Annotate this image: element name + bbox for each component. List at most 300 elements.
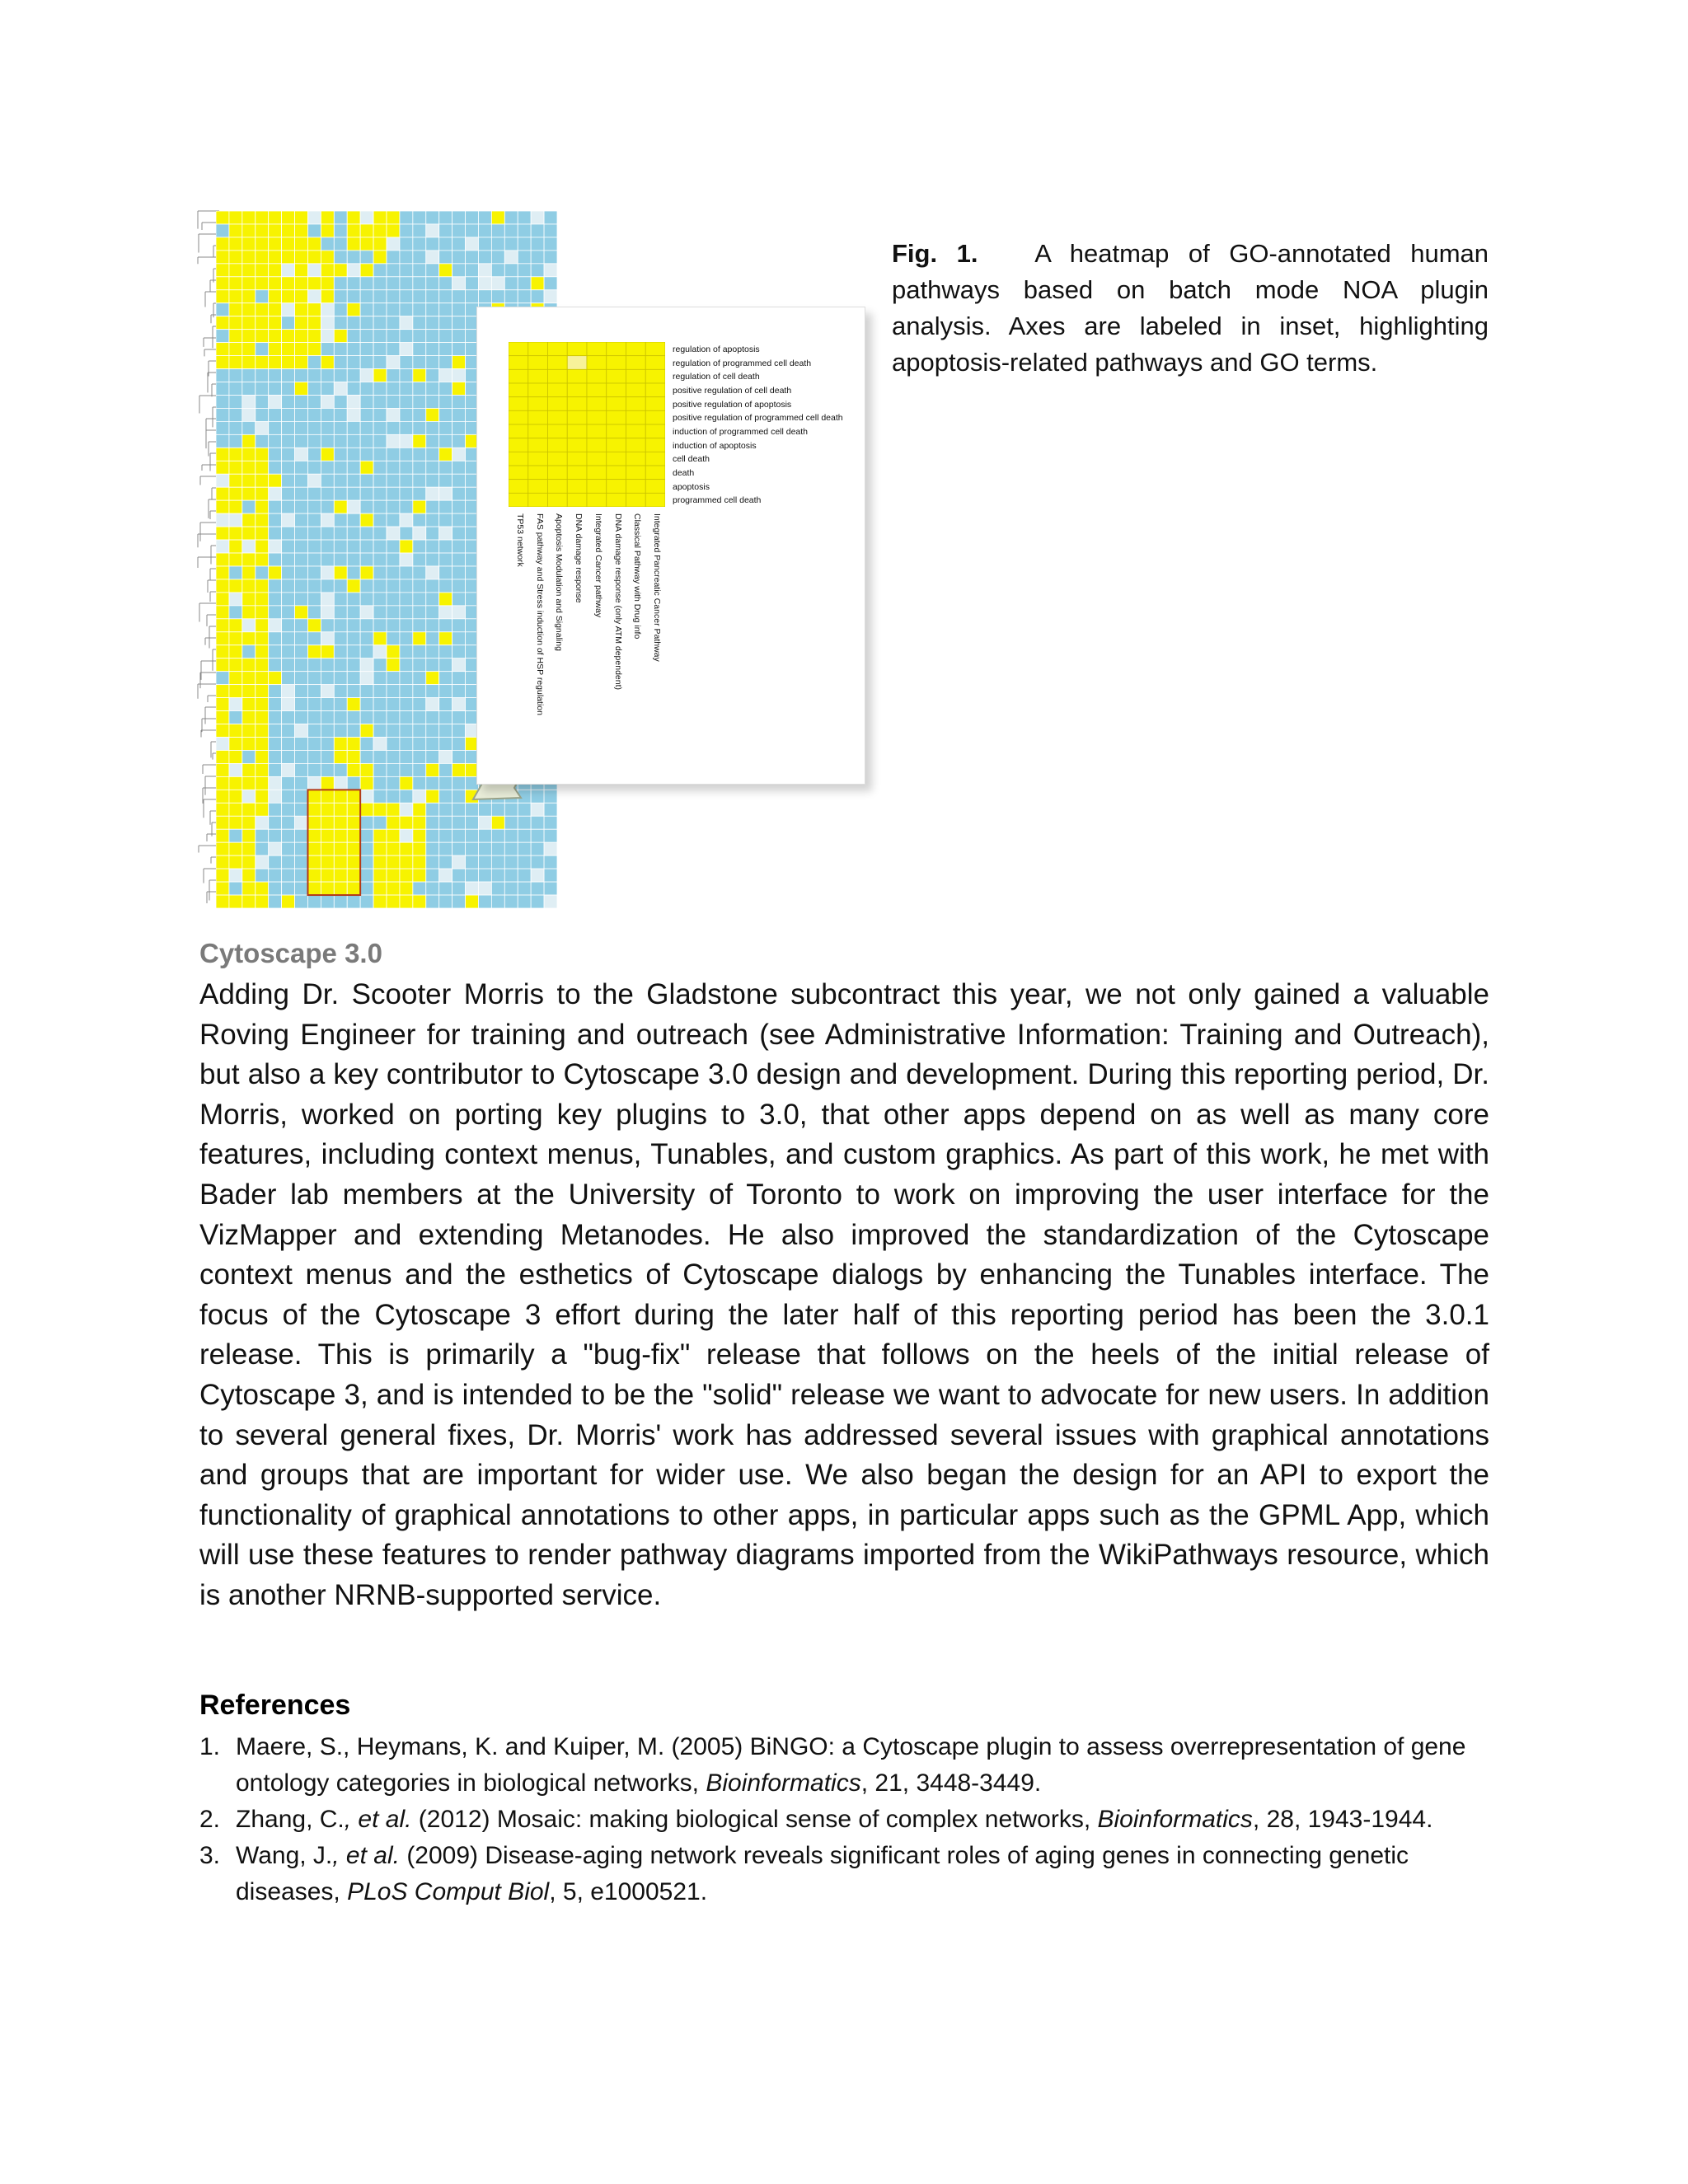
heatmap-cell (334, 316, 347, 330)
inset-cell (587, 466, 607, 480)
heatmap-cell (373, 513, 387, 527)
heatmap-cell (387, 763, 400, 776)
heatmap-cell (373, 803, 387, 816)
heatmap-cell (269, 224, 282, 237)
heatmap-cell (307, 579, 321, 593)
heatmap-cell (531, 264, 544, 277)
heatmap-cell (229, 421, 242, 434)
heatmap-cell (426, 513, 439, 527)
heatmap-cell (216, 356, 229, 369)
heatmap-cell (387, 421, 400, 434)
heatmap-cell (282, 382, 295, 396)
heatmap-cell (321, 882, 334, 895)
heatmap-cell (256, 461, 269, 474)
heatmap-cell (242, 382, 256, 396)
heatmap-cell (256, 303, 269, 316)
heatmap-cell (269, 829, 282, 842)
heatmap-cell (400, 303, 413, 316)
heatmap-cell (373, 237, 387, 251)
heatmap-cell (426, 698, 439, 711)
heatmap-cell (229, 395, 242, 408)
heatmap-cell (491, 855, 504, 869)
heatmap-cell (334, 658, 347, 672)
heatmap-cell (452, 303, 466, 316)
heatmap-cell (321, 277, 334, 290)
inset-cell (626, 369, 646, 383)
heatmap-cell (452, 251, 466, 264)
heatmap-cell (373, 790, 387, 803)
heatmap-cell (387, 513, 400, 527)
heatmap-cell (347, 513, 360, 527)
inset-cell (626, 493, 646, 507)
heatmap-cell (360, 816, 373, 829)
heatmap-cell (452, 461, 466, 474)
heatmap-cell (347, 855, 360, 869)
heatmap-cell (216, 251, 229, 264)
heatmap-cell (229, 882, 242, 895)
heatmap-cell (295, 343, 308, 356)
heatmap-cell (478, 869, 491, 882)
inset-cell (528, 466, 548, 480)
heatmap-cell (307, 842, 321, 855)
inset-cell (587, 493, 607, 507)
heatmap-cell (229, 711, 242, 724)
heatmap-cell (282, 606, 295, 619)
heatmap-cell (307, 343, 321, 356)
heatmap-cell (347, 487, 360, 500)
inset-cell (528, 424, 548, 438)
heatmap-cell (504, 855, 518, 869)
heatmap-cell (295, 593, 308, 606)
heatmap-cell (439, 763, 452, 776)
heatmap-cell (269, 632, 282, 645)
heatmap-cell (491, 224, 504, 237)
heatmap-cell (307, 277, 321, 290)
inset-cell (567, 493, 587, 507)
heatmap-cell (334, 566, 347, 579)
heatmap-cell (321, 487, 334, 500)
heatmap-cell (216, 474, 229, 487)
heatmap-cell (373, 540, 387, 553)
heatmap-cell (242, 776, 256, 790)
inset-cell (587, 438, 607, 452)
heatmap-cell (413, 553, 426, 566)
heatmap-cell (269, 685, 282, 698)
inset-cell (607, 342, 626, 356)
heatmap-cell (282, 632, 295, 645)
heatmap-cell (307, 829, 321, 842)
heatmap-cell (307, 619, 321, 632)
heatmap-cell (229, 264, 242, 277)
heatmap-cell (452, 632, 466, 645)
heatmap-cell (321, 316, 334, 330)
heatmap-cell (360, 737, 373, 750)
heatmap-cell (334, 277, 347, 290)
heatmap-cell (373, 251, 387, 264)
heatmap-cell (242, 855, 256, 869)
heatmap-cell (347, 750, 360, 763)
heatmap-cell (387, 711, 400, 724)
heatmap-cell (360, 395, 373, 408)
heatmap-cell (426, 790, 439, 803)
heatmap-cell (242, 803, 256, 816)
heatmap-cell (256, 553, 269, 566)
heatmap-cell (531, 290, 544, 303)
heatmap-cell (282, 487, 295, 500)
heatmap-cell (229, 408, 242, 421)
heatmap-cell (413, 606, 426, 619)
heatmap-cell (439, 251, 452, 264)
heatmap-cell (347, 711, 360, 724)
heatmap-cell (439, 356, 452, 369)
heatmap-cell (229, 855, 242, 869)
heatmap-cell (256, 724, 269, 738)
heatmap-cell (544, 895, 557, 908)
heatmap-cell (373, 750, 387, 763)
heatmap-cell (466, 290, 479, 303)
heatmap-cell (282, 316, 295, 330)
heatmap-cell (360, 264, 373, 277)
heatmap-cell (544, 829, 557, 842)
heatmap-cell (334, 408, 347, 421)
heatmap-cell (229, 750, 242, 763)
heatmap-cell (282, 895, 295, 908)
heatmap-cell (282, 685, 295, 698)
heatmap-cell (426, 829, 439, 842)
heatmap-cell (439, 434, 452, 448)
heatmap-cell (387, 316, 400, 330)
heatmap-cell (360, 211, 373, 224)
heatmap-cell (452, 277, 466, 290)
inset-cell (528, 410, 548, 424)
heatmap-cell (400, 895, 413, 908)
heatmap-cell (347, 790, 360, 803)
heatmap-cell (373, 658, 387, 672)
inset-cell (645, 410, 665, 424)
pathway-label: Apoptosis Modulation and Signaling (554, 513, 565, 651)
heatmap-cell (307, 895, 321, 908)
go-term-label: regulation of programmed cell death (673, 358, 812, 368)
heatmap-cell (242, 724, 256, 738)
heatmap-cell (216, 237, 229, 251)
heatmap-cell (439, 566, 452, 579)
inset-cell (626, 410, 646, 424)
heatmap-cell (413, 842, 426, 855)
heatmap-cell (400, 277, 413, 290)
heatmap-cell (242, 895, 256, 908)
heatmap-cell (544, 290, 557, 303)
heatmap-cell (491, 237, 504, 251)
heatmap-cell (426, 448, 439, 461)
heatmap-cell (256, 251, 269, 264)
heatmap-cell (373, 672, 387, 685)
heatmap-cell (242, 369, 256, 382)
heatmap-cell (269, 251, 282, 264)
heatmap-cell (269, 303, 282, 316)
heatmap-cell (282, 790, 295, 803)
heatmap-cell (400, 448, 413, 461)
heatmap-cell (426, 606, 439, 619)
heatmap-cell (518, 290, 531, 303)
heatmap-cell (452, 356, 466, 369)
heatmap-cell (321, 461, 334, 474)
heatmap-cell (439, 408, 452, 421)
heatmap-cell (242, 579, 256, 593)
caption-label: Fig. 1. (892, 239, 978, 268)
heatmap-cell (256, 408, 269, 421)
inset-cell (607, 383, 626, 397)
heatmap-cell (242, 461, 256, 474)
heatmap-cell (307, 290, 321, 303)
heatmap-cell (347, 500, 360, 513)
heatmap-cell (229, 606, 242, 619)
heatmap-cell (229, 658, 242, 672)
heatmap-cell (282, 513, 295, 527)
heatmap-cell (400, 593, 413, 606)
heatmap-cell (334, 803, 347, 816)
heatmap-cell (439, 224, 452, 237)
heatmap-cell (307, 763, 321, 776)
go-term-label: regulation of cell death (673, 372, 760, 382)
heatmap-cell (334, 869, 347, 882)
heatmap-cell (466, 224, 479, 237)
heatmap-cell (334, 251, 347, 264)
heatmap-cell (295, 803, 308, 816)
inset-cell (607, 424, 626, 438)
heatmap-cell (347, 237, 360, 251)
heatmap-cell (426, 672, 439, 685)
heatmap-cell (373, 763, 387, 776)
heatmap-cell (400, 316, 413, 330)
heatmap-cell (387, 895, 400, 908)
heatmap-cell (229, 672, 242, 685)
heatmap-cell (295, 421, 308, 434)
heatmap-cell (216, 645, 229, 658)
heatmap-cell (307, 408, 321, 421)
heatmap-cell (242, 303, 256, 316)
heatmap-cell (295, 448, 308, 461)
heatmap-cell (413, 619, 426, 632)
heatmap-cell (282, 672, 295, 685)
heatmap-cell (413, 632, 426, 645)
heatmap-cell (478, 290, 491, 303)
heatmap-cell (256, 645, 269, 658)
heatmap-cell (295, 251, 308, 264)
heatmap-cell (413, 343, 426, 356)
heatmap-cell (242, 237, 256, 251)
heatmap-cell (373, 343, 387, 356)
heatmap-cell (439, 369, 452, 382)
heatmap-cell (387, 303, 400, 316)
heatmap-cell (242, 685, 256, 698)
heatmap-cell (321, 527, 334, 540)
heatmap-cell (413, 645, 426, 658)
heatmap-cell (373, 619, 387, 632)
heatmap-cell (216, 316, 229, 330)
heatmap-cell (334, 606, 347, 619)
heatmap-cell (295, 658, 308, 672)
heatmap-cell (282, 855, 295, 869)
inset-cell (645, 342, 665, 356)
heatmap-cell (282, 619, 295, 632)
heatmap-cell (229, 303, 242, 316)
inset-cell (607, 480, 626, 494)
heatmap-cell (334, 685, 347, 698)
heatmap-cell (334, 895, 347, 908)
heatmap-cell (307, 540, 321, 553)
heatmap-cell (373, 685, 387, 698)
heatmap-cell (216, 816, 229, 829)
heatmap-cell (387, 343, 400, 356)
heatmap-cell (347, 606, 360, 619)
heatmap-cell (439, 303, 452, 316)
heatmap-cell (242, 750, 256, 763)
heatmap-cell (282, 724, 295, 738)
heatmap-cell (426, 803, 439, 816)
heatmap-cell (373, 882, 387, 895)
heatmap-cell (360, 461, 373, 474)
heatmap-cell (387, 855, 400, 869)
inset-cell (626, 466, 646, 480)
heatmap-cell (439, 474, 452, 487)
heatmap-cell (216, 750, 229, 763)
heatmap-cell (347, 776, 360, 790)
heatmap-cell (373, 395, 387, 408)
heatmap-cell (360, 290, 373, 303)
heatmap-cell (400, 408, 413, 421)
heatmap-cell (439, 606, 452, 619)
heatmap-cell (400, 395, 413, 408)
heatmap-cell (269, 724, 282, 738)
heatmap-cell (269, 895, 282, 908)
pathway-label: Classical Pathway with Drug info (632, 513, 643, 640)
heatmap-cell (334, 619, 347, 632)
heatmap-cell (439, 685, 452, 698)
inset-cell (587, 410, 607, 424)
heatmap-cell (282, 579, 295, 593)
heatmap-cell (518, 211, 531, 224)
heatmap-cell (360, 645, 373, 658)
heatmap-cell (282, 882, 295, 895)
heatmap-cell (387, 869, 400, 882)
heatmap-cell (360, 251, 373, 264)
inset-cell (607, 397, 626, 411)
heatmap-cell (387, 277, 400, 290)
heatmap-cell (282, 211, 295, 224)
section-title: Cytoscape 3.0 (199, 938, 382, 968)
inset-cell (509, 383, 528, 397)
heatmap-cell (295, 290, 308, 303)
heatmap-cell (426, 237, 439, 251)
inset-cell (528, 342, 548, 356)
heatmap-cell (413, 711, 426, 724)
heatmap-cell (216, 606, 229, 619)
heatmap-cell (321, 474, 334, 487)
heatmap-cell (295, 842, 308, 855)
heatmap-cell (216, 513, 229, 527)
heatmap-cell (387, 619, 400, 632)
heatmap-cell (229, 763, 242, 776)
heatmap-cell (295, 461, 308, 474)
heatmap-cell (426, 461, 439, 474)
heatmap-cell (400, 645, 413, 658)
inset-cell (607, 438, 626, 452)
heatmap-cell (452, 330, 466, 343)
heatmap-cell (295, 395, 308, 408)
heatmap-cell (282, 763, 295, 776)
heatmap-cell (360, 356, 373, 369)
heatmap-cell (426, 724, 439, 738)
heatmap-cell (387, 724, 400, 738)
heatmap-cell (242, 421, 256, 434)
heatmap-cell (307, 869, 321, 882)
heatmap-cell (307, 224, 321, 237)
heatmap-cell (269, 816, 282, 829)
heatmap-cell (439, 882, 452, 895)
heatmap-cell (400, 461, 413, 474)
inset-cell (626, 342, 646, 356)
heatmap-cell (321, 606, 334, 619)
heatmap-cell (413, 487, 426, 500)
heatmap-cell (452, 645, 466, 658)
heatmap-cell (334, 527, 347, 540)
heatmap-cell (307, 211, 321, 224)
heatmap-cell (269, 645, 282, 658)
heatmap-cell (269, 382, 282, 396)
heatmap-cell (426, 645, 439, 658)
heatmap-cell (400, 566, 413, 579)
heatmap-cell (256, 737, 269, 750)
heatmap-cell (307, 421, 321, 434)
heatmap-cell (242, 316, 256, 330)
heatmap-cell (269, 264, 282, 277)
heatmap-cell (307, 790, 321, 803)
heatmap-cell (256, 750, 269, 763)
go-term-label: regulation of apoptosis (673, 344, 760, 354)
heatmap-cell (216, 290, 229, 303)
inset-cell (587, 356, 607, 370)
heatmap-cell (216, 579, 229, 593)
heatmap-cell (295, 224, 308, 237)
heatmap-cell (531, 237, 544, 251)
heatmap-cell (360, 724, 373, 738)
heatmap-cell (216, 500, 229, 513)
inset-cell (567, 356, 587, 370)
heatmap-cell (491, 842, 504, 855)
heatmap-cell (426, 593, 439, 606)
heatmap-cell (295, 619, 308, 632)
heatmap-cell (360, 513, 373, 527)
heatmap-cell (334, 303, 347, 316)
inset-cell (607, 466, 626, 480)
heatmap-cell (413, 251, 426, 264)
heatmap-cell (387, 553, 400, 566)
heatmap-cell (413, 882, 426, 895)
go-term-label: apoptosis (673, 481, 710, 492)
heatmap-cell (256, 698, 269, 711)
heatmap-cell (295, 869, 308, 882)
heatmap-cell (347, 553, 360, 566)
heatmap-cell (229, 277, 242, 290)
heatmap-cell (360, 685, 373, 698)
pathway-label: DNA damage response (574, 513, 584, 603)
heatmap-cell (321, 343, 334, 356)
heatmap-cell (216, 395, 229, 408)
heatmap-cell (307, 251, 321, 264)
heatmap-cell (295, 303, 308, 316)
inset-cell (509, 356, 528, 370)
heatmap-cell (413, 579, 426, 593)
